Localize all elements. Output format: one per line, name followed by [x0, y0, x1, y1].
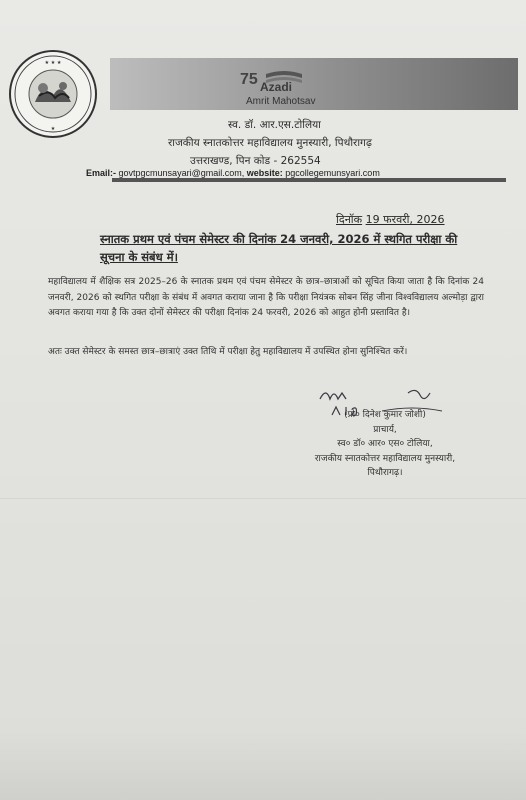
- paper-fold: [0, 498, 526, 499]
- paper-shadow: [0, 730, 526, 800]
- header-rule: [112, 178, 506, 182]
- seal-graphic: [11, 52, 95, 136]
- email-label: Email:-: [86, 168, 117, 178]
- date-value: 19 फरवरी, 2026: [365, 213, 445, 226]
- college-patron-name: स्व. डॉ. आर.एस.टोलिया: [228, 119, 321, 131]
- signatory-college-3: पिथौरागढ़।: [367, 468, 403, 478]
- college-name: राजकीय स्नातकोत्तर महाविद्यालय मुनस्यारी, पिथौरागढ़: [168, 137, 372, 149]
- notice-date: [336, 212, 445, 227]
- college-seal-logo: [9, 50, 97, 138]
- emblem-line1: Azadi: [260, 80, 293, 94]
- contact-line: Email:- govtpgcmunsayari@gmail.com, website: pgcollegemunsyari.com: [86, 168, 380, 178]
- signatory-designation: प्राचार्य,: [373, 424, 397, 435]
- emblem-line2: Amrit Mahotsav: [246, 96, 316, 107]
- college-address: उत्तराखण्ड, पिन कोड - 262554: [190, 155, 321, 167]
- signatory-college-2: राजकीय स्नातकोत्तर महाविद्यालय मुनस्यारी,: [314, 453, 456, 464]
- notice-paragraph-1: महाविद्यालय में शैक्षिक सत्र 2025–26 के स्नातक प्रथम एवं पंचम सेमेस्टर के छात्र–छात्राओं को सूचित किया जाता है कि दिनांक 24 जनवरी, 2026 को स्थगित परीक्षा के संबंध में अवगत कराया जाना है कि परीक्षा नियंत्रक सोबन सिंह जीना विश्वविद्यालय अल्मोड़ा द्वारा अवगत कराया गया है कि उक्त दोनों सेमेस्टर की परीक्षा दिनांक 24 फरवरी, 2026 को आहुत होनी प्रस्तावित है।: [48, 277, 484, 318]
- signatory-college-1: स्व० डॉ० आर० एस० टोलिया,: [337, 439, 433, 449]
- signatory-block: [270, 408, 500, 481]
- notice-paragraph-2: अतः उक्त सेमेस्टर के समस्त छात्र–छात्राएं उक्त तिथि में परीक्षा हेतु महाविद्यालय में उपस्थित होना सुनिश्चित करें।: [48, 347, 408, 357]
- azadi-ka-amrit-mahotsav-emblem: [234, 68, 344, 108]
- svg-text:75: 75: [240, 71, 258, 88]
- website-label: website:: [246, 168, 283, 178]
- svg-text:★ ★ ★: ★ ★ ★: [44, 60, 62, 66]
- email-value: govtpgcmunsayari@gmail.com: [118, 168, 242, 178]
- website-value: pgcollegemunsyari.com: [285, 168, 380, 178]
- date-label: दिनॉक: [336, 213, 363, 226]
- notice-subject: स्नातक प्रथम एवं पंचम सेमेस्टर की दिनांक 24 जनवरी, 2026 में स्थगित परीक्षा की सूचना के संबंध में।: [100, 232, 458, 264]
- signatory-name: (प्रो० दिनेश कुमार जोशी): [344, 410, 426, 420]
- svg-text:★: ★: [50, 126, 56, 132]
